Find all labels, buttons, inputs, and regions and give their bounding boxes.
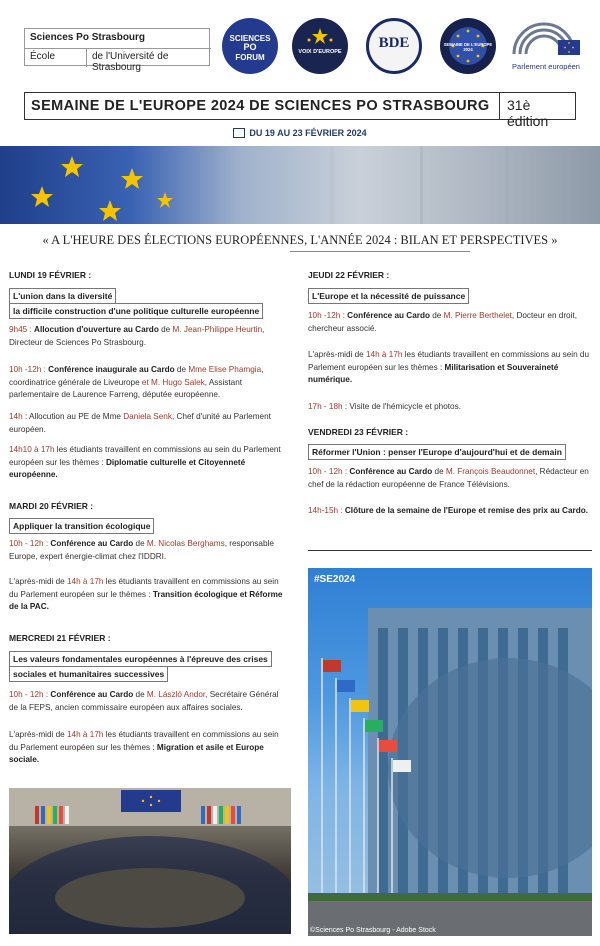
- institution-affiliation: de l'Université de Strasbourg: [92, 51, 169, 73]
- event-monday-4: 14h10 à 17h les étudiants travaillent en commissions au sein du Parlement européen sur les thèmes : Diplomatie culturelle et Citoyenneté européenne.: [9, 445, 281, 479]
- day-heading-friday: VENDREDI 23 FÉVRIER :: [308, 427, 409, 437]
- theme-box-friday: Réformer l'Union : penser l'Europe d'aujourd'hui et de demain: [308, 444, 566, 460]
- day-heading-monday: LUNDI 19 FÉVRIER :: [9, 270, 92, 280]
- edition-label: 31è édition: [507, 97, 549, 129]
- theme-underline: [290, 251, 470, 252]
- event-thursday-1: 10h -12h : Conférence au Cardo de M. Pierre Berthelet, Docteur en droit, chercheur associé.: [308, 311, 577, 333]
- hemicycle-group-photo: [9, 788, 291, 934]
- theme-heading: « A L'HEURE DES ÉLECTIONS EUROPÉENNES, L'ANNÉE 2024 : BILAN ET PERSPECTIVES »: [42, 233, 558, 247]
- column-divider-rule: [308, 550, 592, 551]
- event-friday-2: 14h-15h : Clôture de la semaine de l'Europe et remise des prix au Cardo.: [308, 506, 588, 515]
- institution-type: École: [30, 51, 56, 62]
- event-thursday-2: L'après-midi de 14h à 17h les étudiants travaillent en commissions au sein du Parlement européen sur les thèmes : Militarisation et Souveraineté numérique.: [308, 350, 590, 384]
- theme-box-wednesday-2: sociales et humanitaires successives: [9, 666, 168, 682]
- sciences-po-forum-logo: SCIENCES PO FORUM: [222, 18, 278, 74]
- theme-box-tuesday: Appliquer la transition écologique: [9, 518, 154, 534]
- event-monday-3: 14h : Allocution au PE de Mme Daniela Senk, Chef d'unité au Parlement européen.: [9, 412, 271, 434]
- bde-logo: BDE: [366, 18, 422, 74]
- page-title: SEMAINE DE L'EUROPE 2024 DE SCIENCES PO STRASBOURG: [31, 98, 490, 114]
- event-dates: DU 19 AU 23 FÉVRIER 2024: [0, 128, 600, 138]
- photo-credit: ©Sciences Po Strasbourg - Adobe Stock: [310, 927, 436, 934]
- hashtag-label: #SE2024: [314, 574, 356, 585]
- theme-box-monday-1: L'union dans la diversité: [9, 288, 116, 304]
- day-heading-wednesday: MERCREDI 21 FÉVRIER :: [9, 633, 111, 643]
- parlement-europeen-logo: Parlement européen: [508, 20, 584, 76]
- voix-europe-logo: VOIX D'EUROPE: [292, 18, 348, 74]
- eu-flag-banner: [0, 146, 600, 224]
- theme-box-wednesday-1: Les valeurs fondamentales européennes à l'épreuve des crises: [9, 651, 272, 667]
- day-heading-tuesday: MARDI 20 FÉVRIER :: [9, 501, 94, 511]
- event-tuesday-1: 10h - 12h : Conférence au Cardo de M. Nicolas Berghams, responsable Europe, expert énergie-climat chez l'IDDRI.: [9, 539, 274, 561]
- semaine-europe-logo: SEMAINE DE L'EUROPE 2024: [440, 18, 496, 74]
- day-heading-thursday: JEUDI 22 FÉVRIER :: [308, 270, 390, 280]
- calendar-icon: [233, 128, 245, 138]
- institution-box: [24, 28, 210, 73]
- event-wednesday-2: L'après-midi de 14h à 17h les étudiants travaillent en commissions au sein du Parlement européen sur les thèmes : Migration et asile et Europe sociale.: [9, 730, 279, 764]
- title-box: [24, 92, 576, 129]
- event-friday-1: 10h - 12h : Conférence au Cardo de M. François Beaudonnet, Rédacteur en chef de la rédaction européenne de France Télévisions.: [308, 467, 589, 489]
- theme-box-thursday: L'Europe et la nécessité de puissance: [308, 288, 469, 304]
- theme-box-monday-2: la difficile construction d'une politique culturelle européenne: [9, 303, 263, 319]
- event-wednesday-1: 10h - 12h : Conférence au Cardo de M. László Andor, Secrétaire Général de la FEPS, ancien commissaire européen aux affaires sociales.: [9, 690, 279, 712]
- institution-name: Sciences Po Strasbourg: [30, 32, 146, 43]
- event-monday-1: 9h45 : Allocution d'ouverture au Cardo de M. Jean-Philippe Heurtin, Directeur de Sciences Po Strasbourg.: [9, 325, 265, 347]
- parliament-building-photo: [308, 568, 592, 936]
- event-tuesday-2: L'après-midi de 14h à 17h les étudiants travaillent en commissions au sein du Parlement européen sur le thèmes : Transition écologique et Réforme de la PAC.: [9, 577, 283, 611]
- event-thursday-3: 17h - 18h : Visite de l'hémicycle et photos.: [308, 402, 461, 411]
- event-monday-2: 10h -12h : Conférence inaugurale au Cardo de Mme Elise Phamgia, coordinatrice générale de Liveurope et M. Hugo Salek, Assistant parlementaire de Laurence Farreng, députée européenne.: [9, 365, 264, 399]
